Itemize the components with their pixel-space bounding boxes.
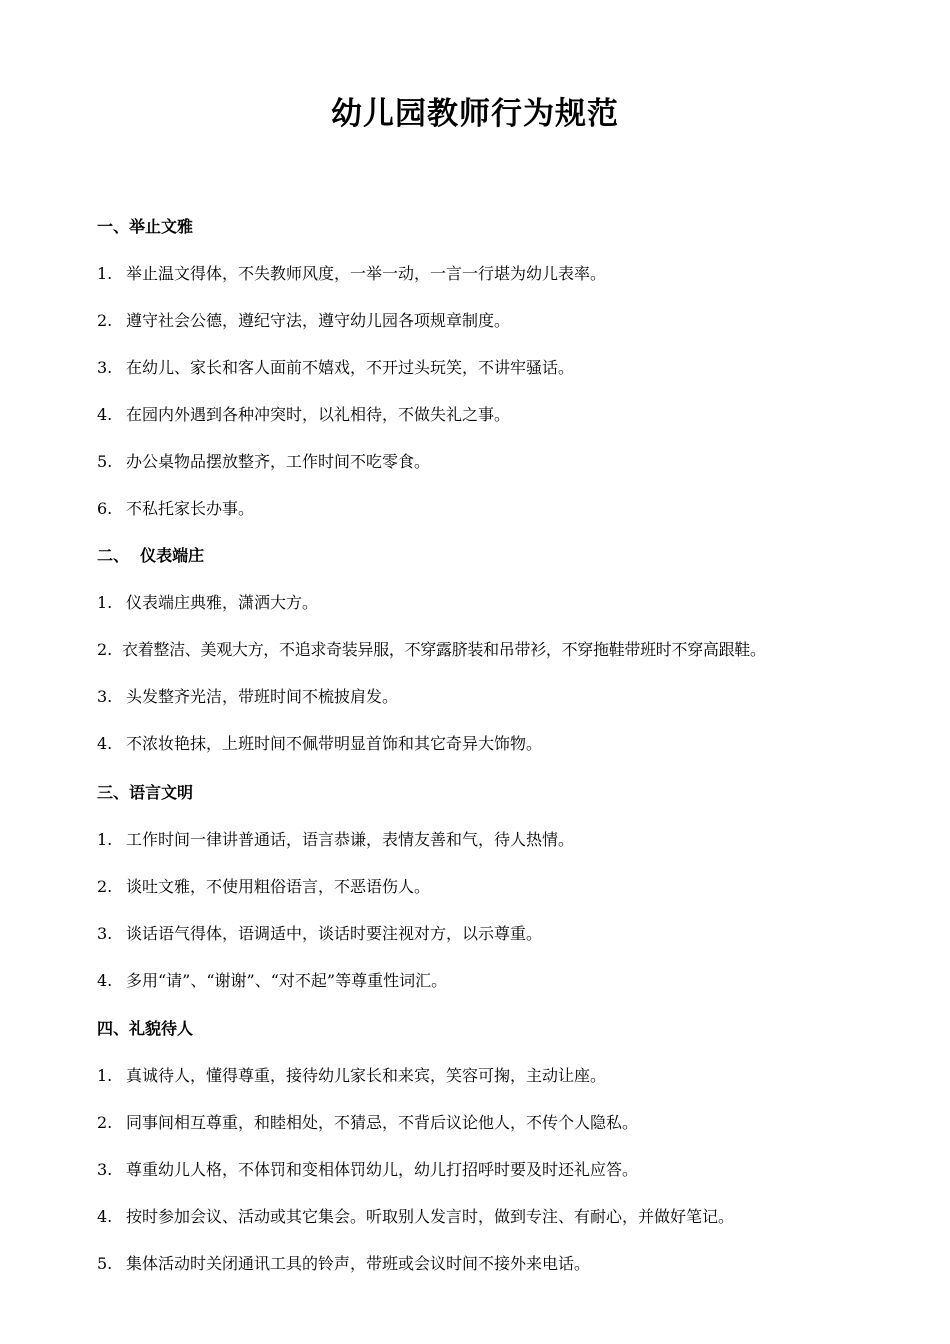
rule-text: 在园内外遇到各种冲突时，以礼相待，不做失礼之事。 xyxy=(126,405,511,424)
rule-text: 仪表端庄典雅，潇洒大方。 xyxy=(126,593,319,612)
rule-number: 1. xyxy=(97,1066,113,1085)
rule-text: 工作时间一律讲普通话，语言恭谦，表情友善和气，待人热情。 xyxy=(126,830,575,849)
rule-item xyxy=(97,733,937,780)
section-conduct xyxy=(97,216,937,545)
rule-item xyxy=(97,451,937,498)
rule-number: 4. xyxy=(97,734,113,753)
rule-number: 3. xyxy=(97,1160,113,1179)
rule-item xyxy=(97,829,937,876)
rule-number: 3. xyxy=(97,924,113,943)
rule-item xyxy=(97,592,937,639)
rule-number: 4. xyxy=(97,1207,113,1226)
rule-number: 2. xyxy=(97,640,113,659)
rule-text: 在幼儿、家长和客人面前不嬉戏，不开过头玩笑，不讲牢骚话。 xyxy=(126,358,575,377)
rule-item xyxy=(97,1253,937,1300)
rule-number: 5. xyxy=(97,1254,113,1273)
rule-item xyxy=(97,970,937,1017)
rule-item xyxy=(97,923,937,970)
rule-text: 头发整齐光洁，带班时间不梳披肩发。 xyxy=(126,687,399,706)
rule-item xyxy=(97,357,937,404)
rule-number: 6. xyxy=(97,499,113,518)
rule-number: 2. xyxy=(97,311,113,330)
rule-text: 衣着整洁、美观大方，不追求奇装异服，不穿露脐装和吊带衫，不穿拖鞋带班时不穿高跟鞋。 xyxy=(122,640,766,659)
rule-text: 真诚待人，懂得尊重，接待幼儿家长和来宾，笑容可掬，主动让座。 xyxy=(126,1066,607,1085)
rule-number: 1. xyxy=(97,830,113,849)
rule-text: 谈话语气得体，语调适中，谈话时要注视对方，以示尊重。 xyxy=(126,924,543,943)
rule-text: 举止温文得体，不失教师风度，一举一动，一言一行堪为幼儿表率。 xyxy=(126,264,607,283)
rule-text: 多用“请”、“谢谢”、“对不起”等尊重性词汇。 xyxy=(126,971,448,990)
rule-text: 办公桌物品摆放整齐，工作时间不吃零食。 xyxy=(126,452,431,471)
section-language xyxy=(97,782,937,1017)
section-heading: 三、语言文明 xyxy=(97,783,194,802)
rule-text: 谈吐文雅，不使用粗俗语言，不恶语伤人。 xyxy=(126,877,431,896)
rule-item xyxy=(97,498,937,545)
rule-number: 4. xyxy=(97,405,113,424)
section-heading: 二、 仪表端庄 xyxy=(97,546,205,565)
rule-text: 同事间相互尊重，和睦相处，不猜忌，不背后议论他人，不传个人隐私。 xyxy=(126,1113,639,1132)
rule-text: 按时参加会议、活动或其它集会。听取别人发言时，做到专注、有耐心，并做好笔记。 xyxy=(126,1207,735,1226)
section-appearance xyxy=(97,545,937,780)
rule-item xyxy=(97,686,937,733)
section-heading: 一、举止文雅 xyxy=(97,217,194,236)
rule-number: 2. xyxy=(97,877,113,896)
rule-item xyxy=(97,639,937,686)
rule-number: 5. xyxy=(97,452,113,471)
rule-text: 不浓妆艳抹，上班时间不佩带明显首饰和其它奇异大饰物。 xyxy=(126,734,543,753)
rule-item xyxy=(97,876,937,923)
rule-number: 2. xyxy=(97,1113,113,1132)
rule-text: 尊重幼儿人格，不体罚和变相体罚幼儿，幼儿打招呼时要及时还礼应答。 xyxy=(126,1160,639,1179)
section-courtesy xyxy=(97,1018,937,1300)
rule-number: 4. xyxy=(97,971,113,990)
rule-number: 1. xyxy=(97,593,113,612)
rule-text: 集体活动时关闭通讯工具的铃声，带班或会议时间不接外来电话。 xyxy=(126,1254,591,1273)
rule-text: 不私托家长办事。 xyxy=(126,499,255,518)
rule-item xyxy=(97,310,937,357)
rule-item xyxy=(97,1065,937,1112)
rule-item xyxy=(97,1112,937,1159)
rule-item xyxy=(97,404,937,451)
rule-item xyxy=(97,1206,937,1253)
rule-number: 1. xyxy=(97,264,113,283)
rule-number: 3. xyxy=(97,358,113,377)
rule-item xyxy=(97,1159,937,1206)
section-heading: 四、礼貌待人 xyxy=(97,1019,194,1038)
rule-item xyxy=(97,263,937,310)
rule-text: 遵守社会公德，遵纪守法，遵守幼儿园各项规章制度。 xyxy=(126,311,511,330)
page-title: 幼儿园教师行为规范 xyxy=(331,96,619,132)
rule-number: 3. xyxy=(97,687,113,706)
